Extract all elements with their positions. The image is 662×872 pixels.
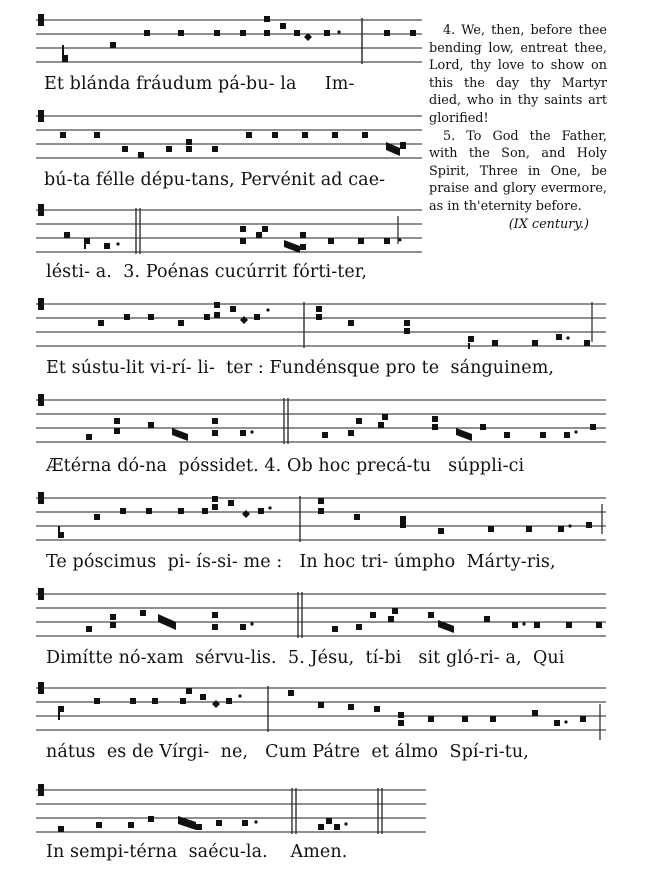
staff-4 <box>36 292 606 352</box>
lyric-line-5: Ætérna dó-na póssidet. 4. Ob hoc precá-tu súppli-ci <box>46 456 525 476</box>
lyric-line-2: bú-ta félle dépu-tans, Pervénit ad cae- <box>44 170 386 190</box>
staff-1 <box>36 8 422 68</box>
staff-6 <box>36 486 606 546</box>
staff-2 <box>36 104 422 166</box>
staff-9-notation <box>36 778 426 838</box>
staff-3-notation <box>36 198 422 260</box>
english-translation <box>429 22 607 233</box>
staff-6-notation <box>36 486 606 546</box>
staff-7 <box>36 582 606 644</box>
staff-5-notation <box>36 388 606 450</box>
lyric-line-7: Dimítte nó-xam sérvu-lis. 5. Jésu, tí-bi sit gló-ri- a, Qui <box>46 648 565 668</box>
lyric-line-1: Et blánda fráudum pá-bu- la Im- <box>44 74 355 94</box>
lyric-line-9: In sempi-térna saécu-la. Amen. <box>46 842 348 862</box>
translation-stanza-5: 5. To God the Father, with the Son, and Holy Spirit, Three in One, be praise and glory evermore, as in th'eternity before. <box>429 128 607 214</box>
lyric-line-4: Et sústu-lit vi-rí- li- ter : Fundénsque pro te sánguinem, <box>46 358 555 378</box>
staff-2-notation <box>36 104 422 166</box>
staff-3 <box>36 198 422 260</box>
lyric-line-3: lésti- a. 3. Poénas cucúrrit fórti-ter, <box>46 262 368 282</box>
staff-8 <box>36 676 606 746</box>
lyric-line-6: Te póscimus pi- ís-si- me : In hoc tri- úmpho Márty-ris, <box>46 552 556 572</box>
translation-century: (IX century.) <box>508 216 589 232</box>
translation-stanza-4: 4. We, then, before thee bending low, entreat thee, Lord, thy love to show on this the day thy Martyr died, who in thy saints art glorified! <box>429 23 607 126</box>
staff-8-notation <box>36 676 606 746</box>
lyric-line-8: nátus es de Vírgi- ne, Cum Pátre et álmo Spí-ri-tu, <box>46 742 529 762</box>
staff-9 <box>36 778 426 838</box>
staff-1-notation <box>36 8 422 68</box>
staff-5 <box>36 388 606 450</box>
staff-4-notation <box>36 292 606 352</box>
staff-7-notation <box>36 582 606 644</box>
